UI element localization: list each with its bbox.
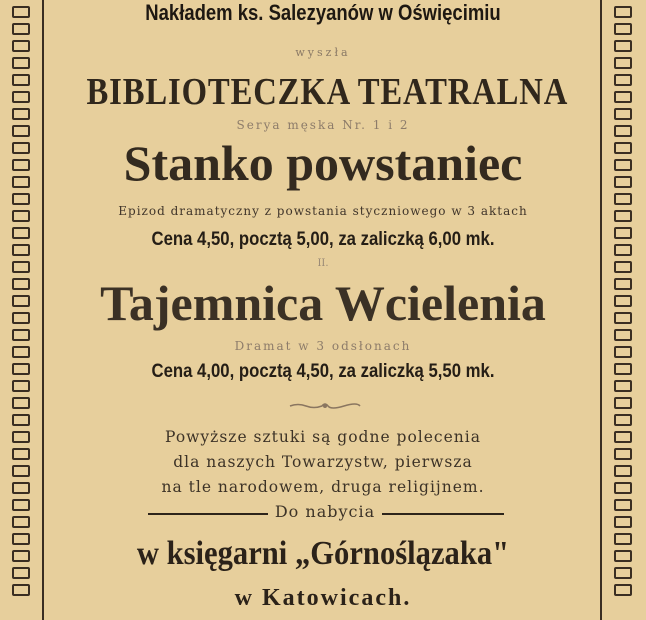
chain-border-icon-right: [606, 0, 640, 620]
chain-link-icon: [614, 261, 632, 273]
chain-link-icon: [614, 57, 632, 69]
chain-link-icon: [12, 227, 30, 239]
chain-link-icon: [12, 567, 30, 579]
chain-link-icon: [614, 91, 632, 103]
play-2-description: Dramat w 3 odsłonach: [234, 339, 412, 353]
chain-link-icon: [12, 329, 30, 341]
play-1-title: Stanko powstaniec: [123, 135, 523, 191]
chain-link-icon: [12, 295, 30, 307]
series-line: Serya męska Nr. 1 i 2: [236, 118, 410, 132]
bookstore-line: w księgarni „Górnoślązaka": [136, 535, 510, 572]
recommendation-line-2: dla naszych Towarzystw, pierwsza: [173, 453, 473, 471]
chain-link-icon: [614, 193, 632, 205]
chain-link-icon: [614, 159, 632, 171]
chain-border-icon-left: [4, 0, 38, 620]
issues-line: wyszła: [295, 46, 351, 59]
chain-link-icon: [614, 142, 632, 154]
chain-link-icon: [12, 108, 30, 120]
recommendation-line-1: Powyższe sztuki są godne polecenia: [165, 428, 481, 446]
chain-link-icon: [12, 414, 30, 426]
chain-link-icon: [12, 516, 30, 528]
chain-link-icon: [12, 448, 30, 460]
chain-link-icon: [12, 244, 30, 256]
chain-link-icon: [614, 329, 632, 341]
chain-link-icon: [12, 312, 30, 324]
play-1-price: Cena 4,50, pocztą 5,00, za zaliczką 6,00 mk.: [151, 229, 495, 250]
chain-link-icon: [12, 465, 30, 477]
chain-link-icon: [614, 227, 632, 239]
play-1-description: Epizod dramatyczny z powstania styczniowego w 3 aktach: [118, 204, 528, 218]
chain-link-icon: [12, 57, 30, 69]
chain-link-icon: [12, 431, 30, 443]
play-2-price: Cena 4,00, pocztą 4,50, za zaliczką 5,50 mk.: [151, 361, 495, 382]
chain-link-icon: [614, 482, 632, 494]
chain-link-icon: [614, 516, 632, 528]
city-line: w Katowicach.: [234, 585, 412, 611]
chain-link-icon: [12, 142, 30, 154]
purchase-line: Do nabycia: [274, 502, 376, 521]
chain-link-icon: [12, 482, 30, 494]
chain-link-icon: [614, 363, 632, 375]
chain-link-icon: [614, 499, 632, 511]
chain-link-icon: [614, 414, 632, 426]
recommendation-line-3: na tle narodowem, druga religijnem.: [161, 478, 485, 496]
chain-link-icon: [614, 465, 632, 477]
divider-right: [382, 513, 504, 515]
chain-link-icon: [614, 40, 632, 52]
chain-link-icon: [12, 193, 30, 205]
chain-link-icon: [614, 278, 632, 290]
publisher-line: Nakładem ks. Salezyanów w Oświęcimiu: [145, 0, 501, 25]
chain-link-icon: [614, 567, 632, 579]
chain-link-icon: [12, 74, 30, 86]
chain-link-icon: [614, 295, 632, 307]
chain-link-icon: [12, 550, 30, 562]
chain-link-icon: [12, 159, 30, 171]
advertisement: [48, 0, 598, 620]
divider-left: [148, 513, 268, 515]
chain-link-icon: [12, 210, 30, 222]
chain-link-icon: [614, 210, 632, 222]
chain-link-icon: [12, 278, 30, 290]
chain-link-icon: [12, 397, 30, 409]
chain-link-icon: [12, 176, 30, 188]
chain-link-icon: [12, 125, 30, 137]
chain-link-icon: [12, 499, 30, 511]
chain-link-icon: [614, 533, 632, 545]
chain-link-icon: [614, 125, 632, 137]
chain-link-icon: [614, 431, 632, 443]
chain-link-icon: [614, 550, 632, 562]
chain-link-icon: [12, 346, 30, 358]
chain-link-icon: [614, 380, 632, 392]
chain-link-icon: [614, 6, 632, 18]
chain-link-icon: [12, 363, 30, 375]
play-2-title: Tajemnica Wcielenia: [100, 275, 546, 331]
library-title: BIBLIOTECZKA TEATRALNA: [86, 71, 569, 113]
section-marker: II.: [317, 258, 329, 269]
chain-link-icon: [12, 261, 30, 273]
chain-link-icon: [614, 108, 632, 120]
chain-link-icon: [12, 6, 30, 18]
ornamental-divider-icon: [288, 402, 362, 410]
chain-link-icon: [614, 312, 632, 324]
chain-link-icon: [614, 244, 632, 256]
chain-link-icon: [12, 584, 30, 596]
chain-link-icon: [614, 397, 632, 409]
chain-link-icon: [12, 91, 30, 103]
chain-link-icon: [614, 23, 632, 35]
chain-link-icon: [614, 176, 632, 188]
chain-link-icon: [614, 448, 632, 460]
chain-link-icon: [12, 40, 30, 52]
chain-link-icon: [614, 584, 632, 596]
chain-link-icon: [614, 346, 632, 358]
chain-link-icon: [12, 23, 30, 35]
chain-link-icon: [12, 533, 30, 545]
chain-link-icon: [12, 380, 30, 392]
chain-link-icon: [614, 74, 632, 86]
